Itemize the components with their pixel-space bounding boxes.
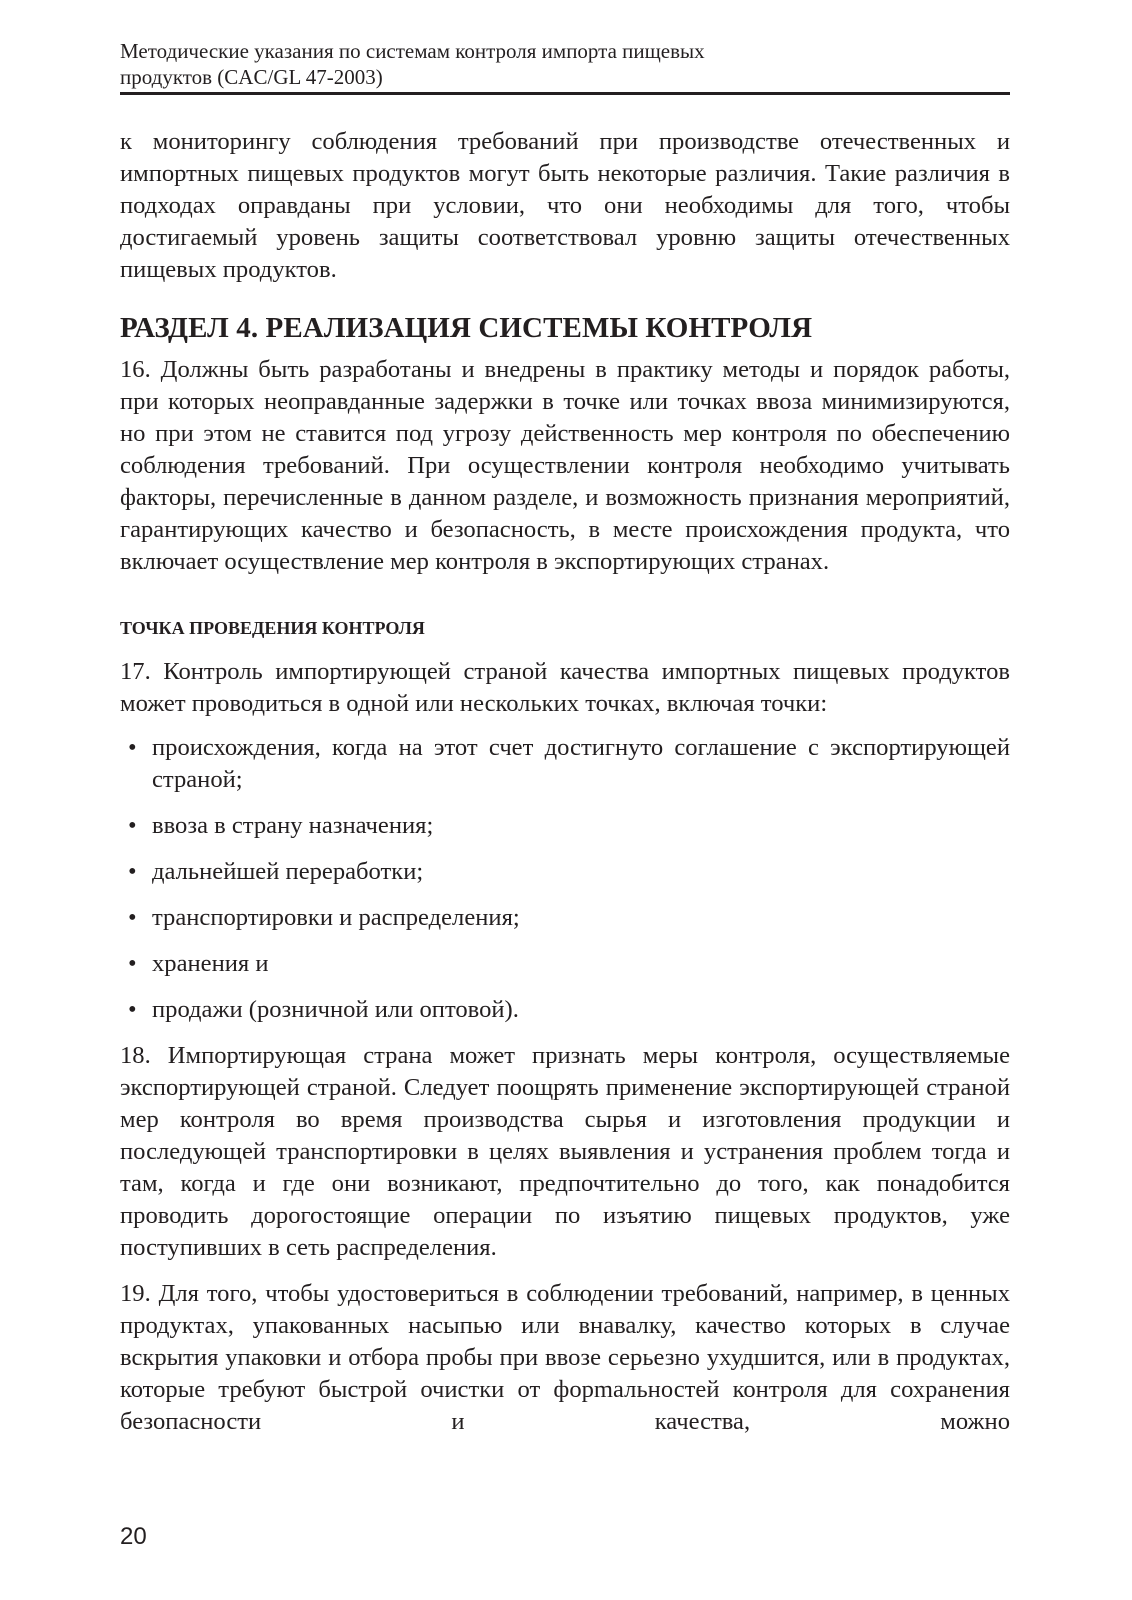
bullet-icon: •: [128, 950, 137, 977]
list-item: [120, 994, 1010, 1026]
inspection-points-list: [120, 732, 1010, 1026]
running-head: [120, 38, 1010, 90]
paragraph-16: 16. Должны быть разработаны и внедрены в практику методы и порядок работы, при которых неоправданные задержки в точке или точках ввоза минимизируются, но при этом не ставится под угрозу действенность мер контроля по обеспечению соблюдения требований. При осуществлении контроля необходимо учитывать факторы, перечисленные в данном разделе, и возможность признания мероприятий, гарантирующих качество и безопасность, в месте происхождения продукта, что включает осуществление мер контроля в экспортирующих странах.: [120, 356, 1010, 575]
paragraph-18: 18. Импортирующая страна может признать меры контроля, осуществляемые экспортирующей страной. Следует поощрять применение экспортирующей страной мер контроля во время производства сырья и изготовления продукции и последующей транспортировки в целях выявления и устранения проблем тогда и там, когда и где они возникают, предпочтительно до того, как понадобится проводить дорогостоящие операции по изъятию пищевых продуктов, уже поступивших в сеть распределения.: [120, 1042, 1010, 1261]
paragraph-19: 19. Для того, чтобы удостовериться в соблюдении требований, например, в ценных продуктах, упакованных насыпью или внавалку, качество которых в случае вскрытия упаковки и отбора пробы при ввозе серьезно ухудшится, или в продуктах, которые требуют быстрой очистки от форmальностей контроля для сохранения безопасности и качества, можно: [120, 1280, 1010, 1435]
paragraph-17: 17. Контроль импортирующей страной качества импортных пищевых продуктов может проводиться в одной или нескольких точках, включая точки:: [120, 658, 1010, 717]
list-item-text: транспортировки и распределения;: [152, 904, 520, 931]
list-item-text: происхождения, когда на этот счет достигнуто соглашение с экспортирующей страной;: [152, 734, 1010, 793]
list-item: [120, 902, 1010, 934]
list-item-text: хранения и: [152, 950, 269, 977]
page-number: 20: [120, 1523, 147, 1550]
bullet-icon: •: [128, 812, 137, 839]
bullet-icon: •: [128, 904, 137, 931]
running-head-line-2: продуктов (CAC/GL 47-2003): [120, 65, 383, 89]
header-rule: [120, 92, 1010, 95]
bullet-icon: •: [128, 996, 137, 1023]
bullet-icon: •: [128, 734, 137, 761]
subsection-title: ТОЧКА ПРОВЕДЕНИЯ КОНТРОЛЯ: [120, 618, 425, 638]
list-item: [120, 732, 1010, 796]
list-item: [120, 810, 1010, 842]
list-item-text: продажи (розничной или оптовой).: [152, 996, 519, 1023]
bullet-icon: •: [128, 858, 137, 885]
page-body: [120, 126, 1010, 1438]
list-item: [120, 856, 1010, 888]
list-item-text: дальнейшей переработки;: [152, 858, 424, 885]
intro-paragraph: к мониторингу соблюдения требований при производстве отечественных и импортных пищевых продуктов могут быть некоторые различия. Такие различия в подходах оправданы при условии, что они необходимы для того, чтобы достигаемый уровень защиты соответствовал уровню защиты отечественных пищевых продуктов.: [120, 128, 1010, 283]
list-item-text: ввоза в страну назначения;: [152, 812, 434, 839]
running-head-line-1: Методические указания по системам контроля импорта пищевых: [120, 39, 705, 63]
list-item: [120, 948, 1010, 980]
section-title: РАЗДЕЛ 4. РЕАЛИЗАЦИЯ СИСТЕМЫ КОНТРОЛЯ: [120, 312, 813, 344]
